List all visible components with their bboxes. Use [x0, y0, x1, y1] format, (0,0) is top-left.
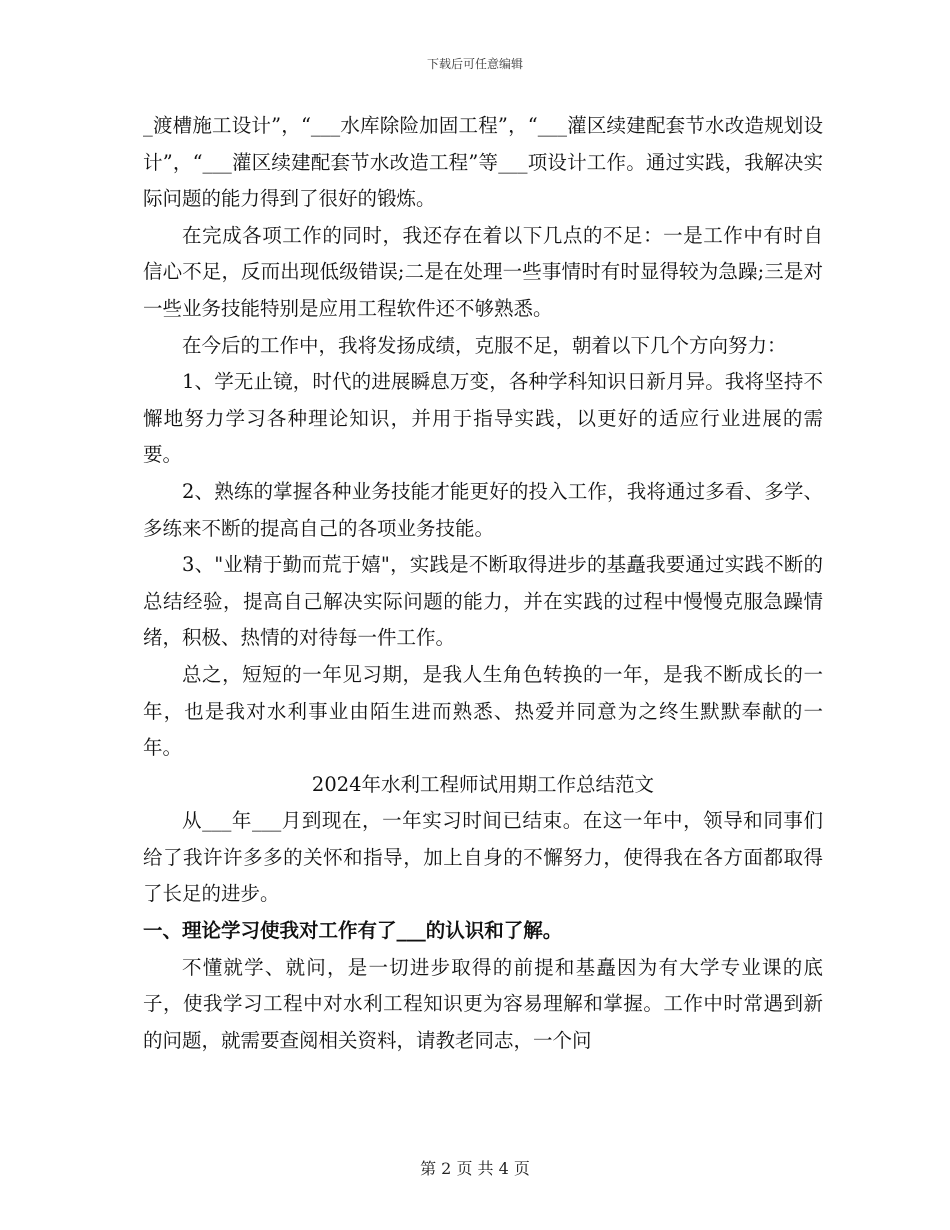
list-item-1: 1、学无止镜，时代的进展瞬息万变，各种学科知识日新月异。我将坚持不懈地努力学习各种理论知识，并用于指导实践，以更好的适应行业进展的需要。 — [143, 370, 823, 467]
list-item-2: 2、熟练的掌握各种业务技能才能更好的投入工作，我将通过多看、多学、多练来不断的提高自己的各项业务技能。 — [143, 479, 823, 540]
document-body — [143, 108, 823, 1059]
list-item-3: 3、"业精于勤而荒于嬉"，实践是不断取得进步的基矗我要通过实践不断的总结经验，提高自己解决实际问题的能力，并在实践的过程中慢慢克服急躁情绪，积极、热情的对待每一件工作。 — [143, 553, 823, 650]
page-footer: 第 2 页 共 4 页 — [420, 1159, 530, 1178]
document-title: 2024年水利工程师试用期工作总结范文 — [311, 772, 655, 796]
paragraph-theory: 不懂就学、就问，是一切进步取得的前提和基矗因为有大学专业课的底子，使我学习工程中对水利工程知识更为容易理解和掌握。工作中时常遇到新的问题，就需要查阅相关资料，请教老同志，一个问 — [143, 955, 823, 1052]
paragraph-intro: 从___年___月到现在，一年实习时间已结束。在这一年中，领导和同事们给了我许许多多的关怀和指导，加上自身的不懈努力，使得我在各方面都取得了长足的进步。 — [143, 809, 823, 906]
paragraph-conclusion: 总之，短短的一年见习期，是我人生角色转换的一年，是我不断成长的一年，也是我对水利事业由陌生进而熟悉、热爱并同意为之终生默默奉献的一年。 — [143, 662, 823, 760]
paragraph-future-directions: 在今后的工作中，我将发扬成绩，克服不足，朝着以下几个方向努力： — [182, 333, 787, 357]
paragraph-shortcomings: 在完成各项工作的同时，我还存在着以下几点的不足：一是工作中有时自信心不足，反而出现低级错误;二是在处理一些事情时有时显得较为急躁;三是对一些业务技能特别是应用工程软件还不够熟悉。 — [143, 223, 823, 320]
paragraph-continued: _渡槽施工设计”，“___水库除险加固工程”，“___灌区续建配套节水改造规划设计”，“___灌区续建配套节水改造工程”等___项设计工作。通过实践，我解决实际问题的能力得到了很好的锻炼。 — [143, 114, 823, 211]
page-header: 下载后可任意编辑 — [426, 57, 523, 71]
section-heading: 一、理论学习使我对工作有了___的认识和了解。 — [143, 919, 563, 943]
